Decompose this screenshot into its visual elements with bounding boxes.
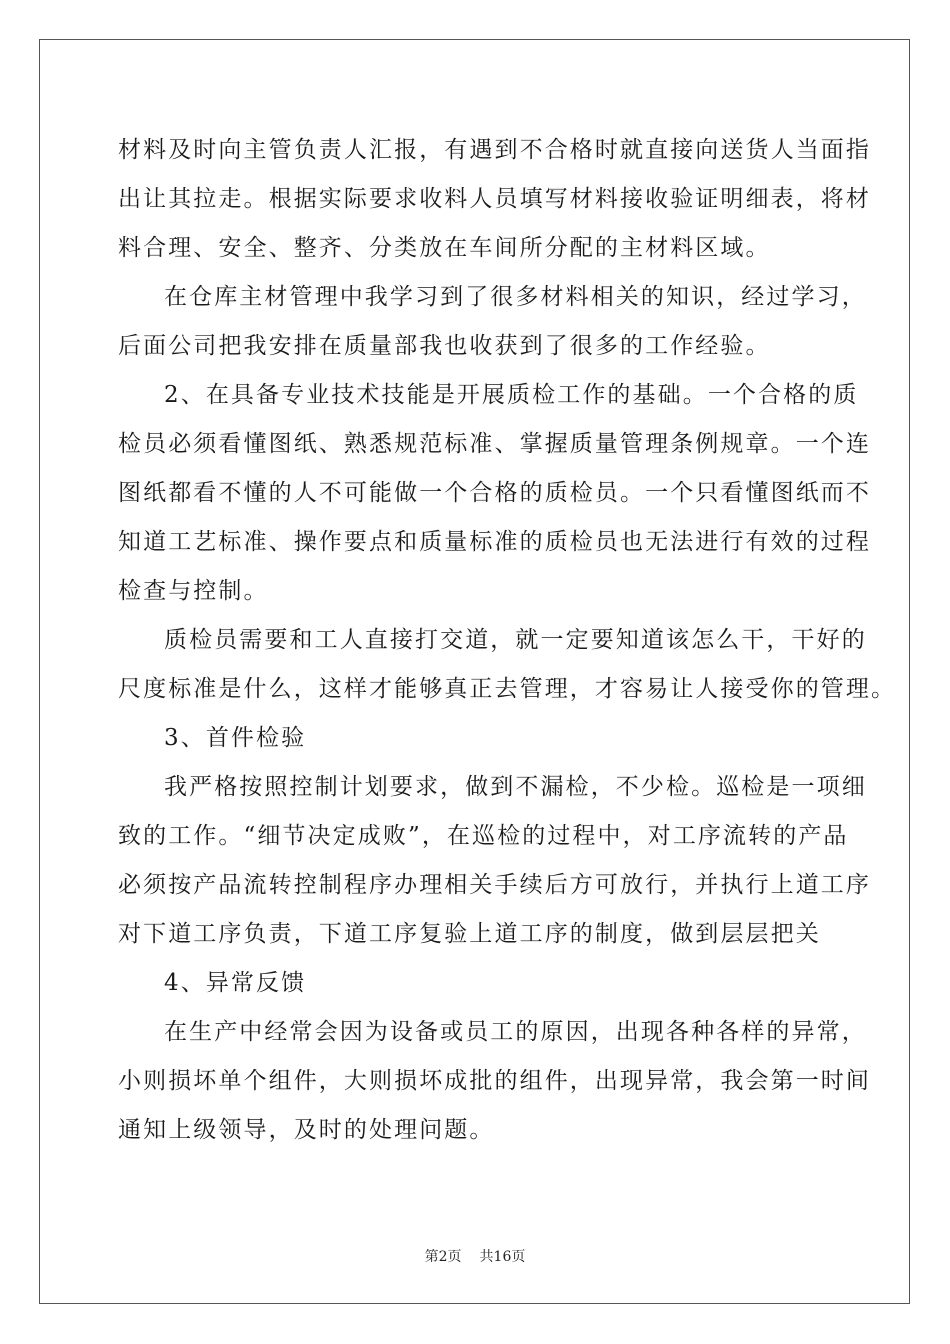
text-line: 2、在具备专业技术技能是开展质检工作的基础。一个合格的质 xyxy=(164,382,859,408)
page-footer xyxy=(0,1246,950,1266)
text-line: 在仓库主材管理中我学习到了很多材料相关的知识，经过学习， xyxy=(164,284,867,310)
document-body xyxy=(118,126,897,1155)
text-line: 出让其拉走。根据实际要求收料人员填写材料接收验证明细表，将材 xyxy=(118,186,871,212)
text-line: 检查与控制。 xyxy=(118,578,269,604)
text-line: 对下道工序负责，下道工序复验上道工序的制度，做到层层把关 xyxy=(118,921,821,947)
text-line: 料合理、安全、整齐、分类放在车间所分配的主材料区域。 xyxy=(118,235,771,261)
text-line: 质检员需要和工人直接打交道，就一定要知道该怎么干，干好的 xyxy=(164,627,867,653)
section-heading: 4、异常反馈 xyxy=(164,970,307,996)
text-line: 致的工作。“细节决定成败”，在巡检的过程中，对工序流转的产品 xyxy=(118,823,849,849)
section-heading: 3、首件检验 xyxy=(164,725,307,751)
text-line: 检员必须看懂图纸、熟悉规范标准、掌握质量管理条例规章。一个连 xyxy=(118,431,871,457)
page-total: 共16页 xyxy=(479,1249,526,1265)
page-number: 第2页 xyxy=(424,1249,462,1265)
text-line: 尺度标准是什么，这样才能够真正去管理，才容易让人接受你的管理。 xyxy=(118,676,897,702)
text-line: 知道工艺标准、操作要点和质量标准的质检员也无法进行有效的过程 xyxy=(118,529,871,555)
text-line: 通知上级领导，及时的处理问题。 xyxy=(118,1117,495,1143)
text-line: 后面公司把我安排在质量部我也收获到了很多的工作经验。 xyxy=(118,333,771,359)
text-line: 小则损坏单个组件，大则损坏成批的组件，出现异常，我会第一时间 xyxy=(118,1068,871,1094)
text-line: 材料及时向主管负责人汇报，有遇到不合格时就直接向送货人当面指 xyxy=(118,137,871,163)
text-line: 必须按产品流转控制程序办理相关手续后方可放行，并执行上道工序 xyxy=(118,872,871,898)
text-line: 在生产中经常会因为设备或员工的原因，出现各种各样的异常， xyxy=(164,1019,867,1045)
text-line: 图纸都看不懂的人不可能做一个合格的质检员。一个只看懂图纸而不 xyxy=(118,480,871,506)
text-line: 我严格按照控制计划要求，做到不漏检，不少检。巡检是一项细 xyxy=(164,774,867,800)
